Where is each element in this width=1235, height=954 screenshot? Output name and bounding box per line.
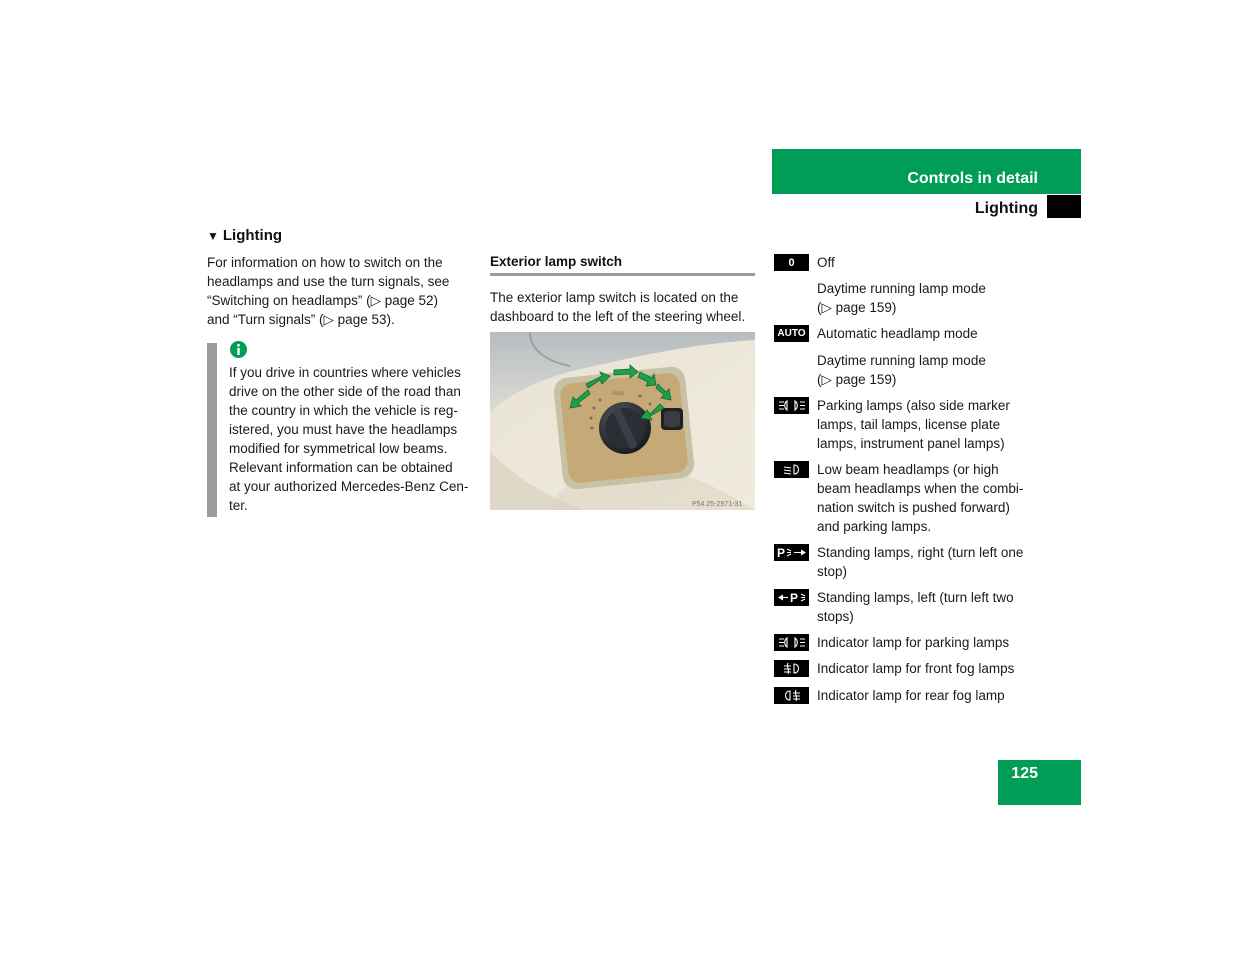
zero-symbol (774, 254, 809, 271)
text-line: Indicator lamp for rear fog lamp (817, 688, 1005, 703)
text-line: Standing lamps, left (turn left two (817, 590, 1014, 605)
symbol-description (817, 279, 1042, 317)
text-line: ter. (229, 498, 248, 513)
note-paragraph (229, 363, 474, 515)
symbol-description (817, 588, 1042, 626)
text-line: Standing lamps, right (turn left one (817, 545, 1024, 560)
text-line: The exterior lamp switch is located on the (490, 290, 739, 305)
lamp-switch-illustration (490, 332, 755, 510)
text-line: and parking lamps. (817, 519, 932, 534)
text-line: Indicator lamp for parking lamps (817, 635, 1010, 650)
parking-indicator-icon (774, 634, 809, 651)
switch-location-paragraph (490, 288, 760, 326)
text-line: For information on how to switch on the (207, 255, 443, 270)
text-line: Indicator lamp for front fog lamps (817, 661, 1015, 676)
text-line: modified for symmetrical low beams. (229, 441, 448, 456)
exterior-lamp-switch-heading: Exterior lamp switch (490, 254, 623, 269)
intro-paragraph (207, 253, 469, 329)
text-line: dashboard to the left of the steering wheel. (490, 309, 746, 324)
text-line: and “Turn signals” (▷ page 53). (207, 312, 395, 327)
text-line: lamps, tail lamps, license plate (817, 417, 1001, 432)
text-line: nation switch is pushed forward) (817, 500, 1010, 515)
text-line: (▷ page 159) (817, 372, 897, 387)
lamp-switch-photo (490, 332, 755, 510)
section-marker (1047, 195, 1081, 218)
symbol-description (817, 633, 1042, 652)
text-line: stop) (817, 564, 848, 579)
symbol-description (817, 351, 1042, 389)
section-title: Lighting (974, 200, 1038, 217)
text-line: “Switching on headlamps” (▷ page 52) (207, 293, 439, 308)
text-line: Parking lamps (also side marker (817, 398, 1010, 413)
front-fog-icon (774, 660, 809, 677)
lighting-heading-text: Lighting (222, 227, 283, 244)
symbol-description (817, 543, 1042, 581)
text-line: headlamps and use the turn signals, see (207, 274, 450, 289)
text-line: (▷ page 159) (817, 300, 897, 315)
rear-fog-icon (774, 687, 809, 704)
text-line: Daytime running lamp mode (817, 281, 986, 296)
page-number: 125 (1011, 765, 1038, 782)
lighting-heading (207, 227, 282, 244)
svg-text:P: P (789, 591, 798, 604)
text-line: If you drive in countries where vehicles (229, 365, 461, 380)
svg-text:P: P (776, 546, 785, 559)
chapter-title: Controls in detail (907, 170, 1038, 187)
text-line: at your authorized Mercedes-Benz Cen- (229, 479, 469, 494)
triangle-marker-icon: ▼ (207, 229, 219, 243)
text-line: beam headlamps when the combi- (817, 481, 1024, 496)
photo-code: P54.25-2971-31 (692, 501, 743, 508)
dial-auto-label: Auto (612, 391, 625, 397)
text-line: the country in which the vehicle is reg- (229, 403, 458, 418)
symbol-description (817, 460, 1042, 536)
text-line: Relevant information can be obtained (229, 460, 453, 475)
text-line: stops) (817, 609, 854, 624)
text-line: drive on the other side of the road than (229, 384, 461, 399)
info-icon (230, 341, 247, 358)
symbol-description (817, 659, 1042, 678)
standing-lamp-left-icon (774, 589, 809, 606)
symbol-description (817, 396, 1042, 453)
standing-lamp-right-icon (774, 544, 809, 561)
heading-rule (490, 273, 755, 276)
symbol-description (817, 686, 1042, 705)
note-bar (207, 343, 217, 517)
low-beam-icon (774, 461, 809, 478)
symbol-label: 0 (788, 256, 795, 269)
text-line: Automatic headlamp mode (817, 326, 978, 341)
text-line: Low beam headlamps (or high (817, 462, 999, 477)
text-line: Off (817, 255, 835, 270)
text-line: lamps, instrument panel lamps) (817, 436, 1005, 451)
text-line: Daytime running lamp mode (817, 353, 986, 368)
auto-symbol (774, 325, 809, 342)
symbol-description (817, 253, 1042, 272)
symbol-label: AUTO (777, 328, 806, 339)
parking-lamp-icon (774, 397, 809, 414)
symbol-description (817, 324, 1042, 343)
text-line: istered, you must have the headlamps (229, 422, 458, 437)
